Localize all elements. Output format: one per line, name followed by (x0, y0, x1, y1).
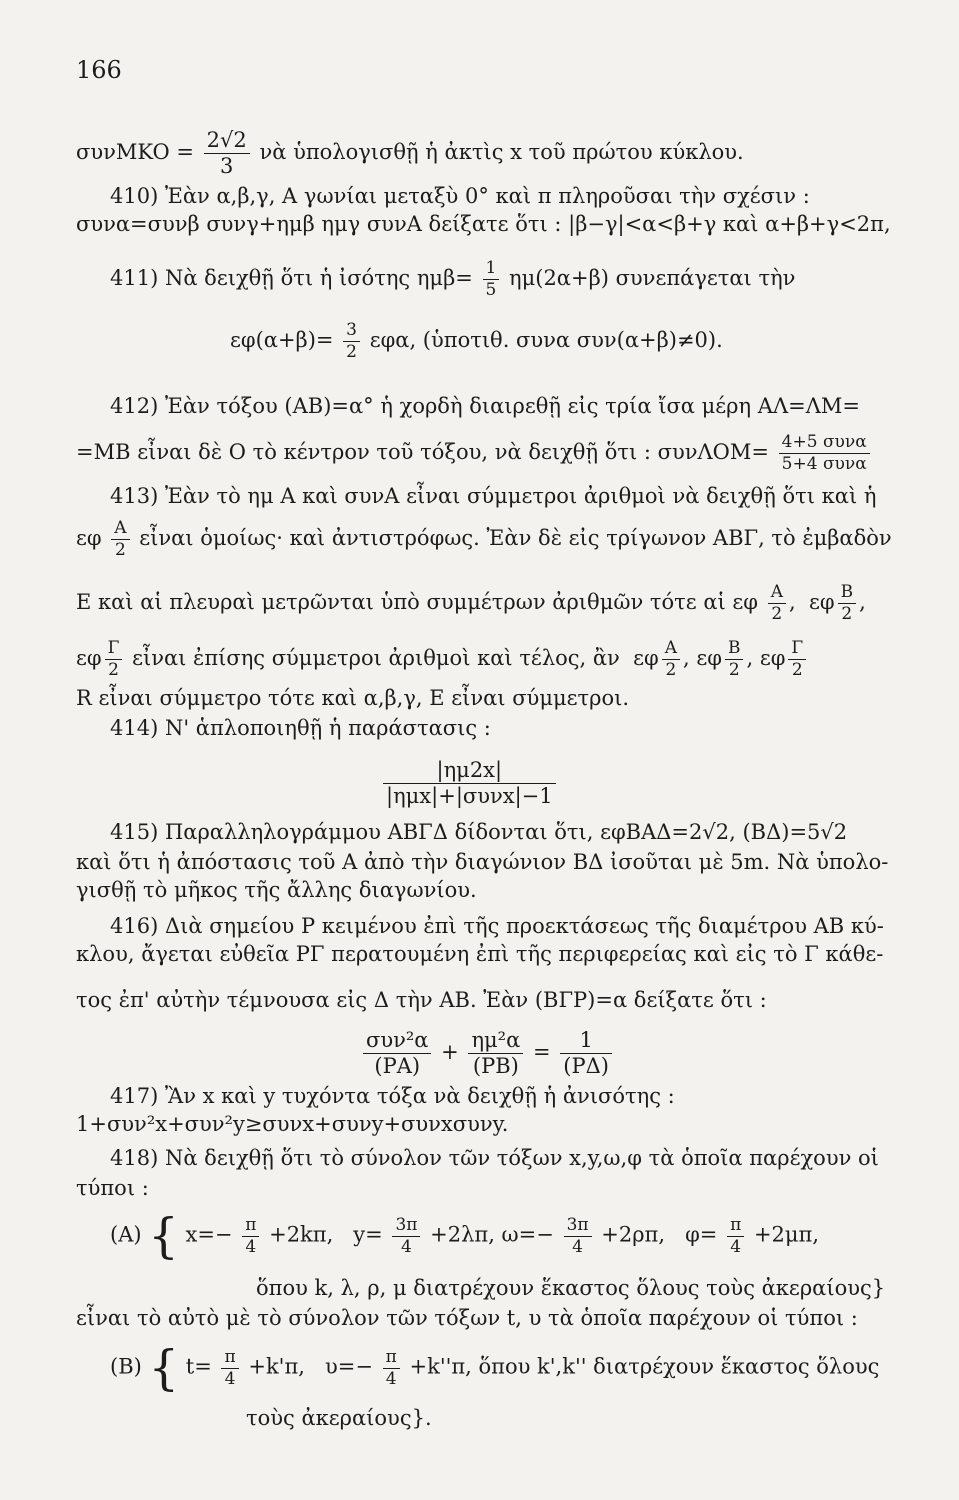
problem-413-line-4: εφ $\frac{\Gamma}{2}$ εἶναι ἐπίσης σύμμετροι ἀριθμοὶ καὶ τέλος, ἂν εφ $\frac{A}{2}$ , εφ $\frac{B}{2}$ , εφ $\frac{\Gamma}{2}$ (76, 640, 809, 679)
fraction: $\frac{A}{2}$ (111, 520, 129, 559)
problem-413-line-1: 413) Ἐὰν τὸ ημ Α καὶ συνΑ εἶναι σύμμετροι ἀριθμοὶ νὰ δειχθῇ ὅτι καὶ ἡ (110, 484, 877, 508)
problem-414-expression (380, 760, 559, 807)
line-1 (76, 130, 744, 177)
fraction: $\frac{\Gamma}{2}$ (105, 640, 123, 679)
page-number: 166 (76, 56, 122, 84)
problem-415-line-3: γισθῇ τὸ μῆκος τῆς ἄλλης διαγωνίου. (76, 878, 477, 902)
problem-417-line-1: 417) Ἂν x καὶ y τυχόντα τόξα νὰ δειχθῇ ἡ ἀνισότης : (110, 1084, 675, 1108)
problem-418-formula-b: (Β) { t= $\frac{\pi}{4}$ +k'π, υ=− $\frac{\pi}{4}$ +k''π, ὅπου k',k'' διατρέχουν ἕκαστος ὅλους (110, 1340, 880, 1396)
fraction: $\frac{A}{2}$ (768, 584, 786, 623)
problem-413-line-5: R εἶναι σύμμετρο τότε καὶ α,β,γ, Ε εἶναι σύμμετροι. (76, 686, 630, 710)
problem-410-line-1: 410) Ἐὰν α,β,γ, Α γωνίαι μεταξὺ 0° καὶ π πληροῦσαι τὴν σχέσιν : (110, 184, 810, 208)
problem-410-line-2: συνα=συνβ συνγ+ημβ ημγ συνΑ δείξατε ὅτι : |β−γ|<α<β+γ καὶ α+β+γ<2π, (76, 212, 891, 236)
problem-418-line-1: 418) Νὰ δειχθῇ ὅτι τὸ σύνολον τῶν τόξων x,y,ω,φ τὰ ὁποῖα παρέχουν οἱ (110, 1146, 879, 1170)
text: συνΜKO = (76, 140, 201, 164)
problem-416-line-1: 416) Διὰ σημείου Ρ κειμένου ἐπὶ τῆς προεκτάσεως τῆς διαμέτρου ΑΒ κύ- (110, 914, 884, 938)
text: νὰ ὑπολογισθῇ ἡ ἀκτὶς x τοῦ πρώτου κύκλου. (259, 140, 744, 164)
fraction: $\frac{1}{5}$ (483, 260, 500, 299)
problem-415-line-2: καὶ ὅτι ἡ ἀπόστασις τοῦ Α ἀπὸ τὴν διαγώνιον ΒΔ ἰσοῦται μὲ 5m. Νὰ ὑπολο- (76, 850, 889, 874)
problem-411-line-2: εφ(α+β)= $\frac{3}{2}$ εφα, (ὑποτιθ. συνα συν(α+β)≠0). (230, 320, 723, 362)
problem-418-formula-a: (Α) { x=− $\frac{\pi}{4}$ +2kπ, y= $\frac{3\pi}{4}$ +2λπ, ω=− $\frac{3\pi}{4}$ +2ρπ, φ= $\frac{\pi}{4}$ +2μπ, (110, 1208, 820, 1264)
problem-416-line-2: κλου, ἄγεται εὐθεῖα ΡΓ περατουμένη ἐπὶ τῆς περιφερείας καὶ εἰς τὸ Γ κάθε- (76, 942, 884, 966)
problem-412-line-1: 412) Ἐὰν τόξου (AB)=α° ἡ χορδὴ διαιρεθῇ εἰς τρία ἴσα μέρη ΑΛ=ΛΜ= (110, 394, 860, 418)
problem-412-line-2: =ΜΒ εἶναι δὲ Ο τὸ κέντρον τοῦ τόξου, νὰ δειχθῇ ὅτι : συνΛΟΜ= $\frac{\text{4+5 συνα}}{\text{5+4 συνα}}$ (76, 434, 873, 473)
fraction: $\frac{3}{2}$ (343, 322, 360, 361)
problem-418-line-4: εἶναι τὸ αὐτὸ μὲ τὸ σύνολον τῶν τόξων t, υ τὰ ὁποῖα παρέχουν οἱ τύποι : (76, 1306, 858, 1330)
problem-416-line-3: τος ἐπ' αὐτὴν τέμνουσα εἰς Δ τὴν ΑΒ. Ἐὰν (ΒΓΡ)=α δείξατε ὅτι : (76, 988, 767, 1012)
fraction: $\frac{|\eta\mu 2x|}{\text{|ημx|+|συνx|−1}}$ (383, 760, 556, 807)
problem-415-line-1: 415) Παραλληλογράμμου ΑΒΓΔ δίδονται ὅτι, εφΒΑΔ=2√2, (ΒΔ)=5√2 (110, 820, 848, 844)
problem-411-line-1: 411) Νὰ δειχθῇ ὅτι ἡ ἰσότης ημβ= $\frac{1}{5}$ ημ(2α+β) συνεπάγεται τὴν (110, 258, 796, 300)
problem-418-line-3: ὅπου k, λ, ρ, μ διατρέχουν ἕκαστος ὅλους τοὺς ἀκεραίους} (256, 1276, 886, 1300)
problem-414-line-1: 414) Ν' ἁπλοποιηθῇ ἡ παράστασις : (110, 716, 491, 740)
fraction: $\frac{2√2}{3}$ (204, 130, 250, 177)
problem-413-line-3: Ε καὶ αἱ πλευραὶ μετρῶνται ὑπὸ συμμέτρων ἀριθμῶν τότε αἱ εφ $\frac{A}{2}$ , εφ $\frac{B}{2}$ , (76, 582, 866, 624)
problem-418-line-5: τοὺς ἀκεραίους}. (246, 1406, 432, 1430)
fraction: $\frac{\text{4+5 συνα}}{\text{5+4 συνα}}$ (779, 434, 870, 473)
problem-413-line-2: εφ $\frac{A}{2}$ εἶναι ὁμοίως· καὶ ἀντιστρόφως. Ἐὰν δὲ εἰς τρίγωνον ΑΒΓ, τὸ ἐμβαδὸν (76, 518, 892, 560)
problem-418-line-2: τύποι : (76, 1176, 149, 1200)
fraction: $\frac{B}{2}$ (838, 584, 857, 623)
problem-416-equation: $\frac{\text{συν²α}}{(PA)}$ + $\frac{\text{ημ²α}}{(PB)}$ = $\frac{1}{(P\Delta)}$ (360, 1030, 615, 1077)
problem-417-line-2: 1+συν²x+συν²y≥συνx+συνy+συνxσυνy. (76, 1112, 509, 1136)
